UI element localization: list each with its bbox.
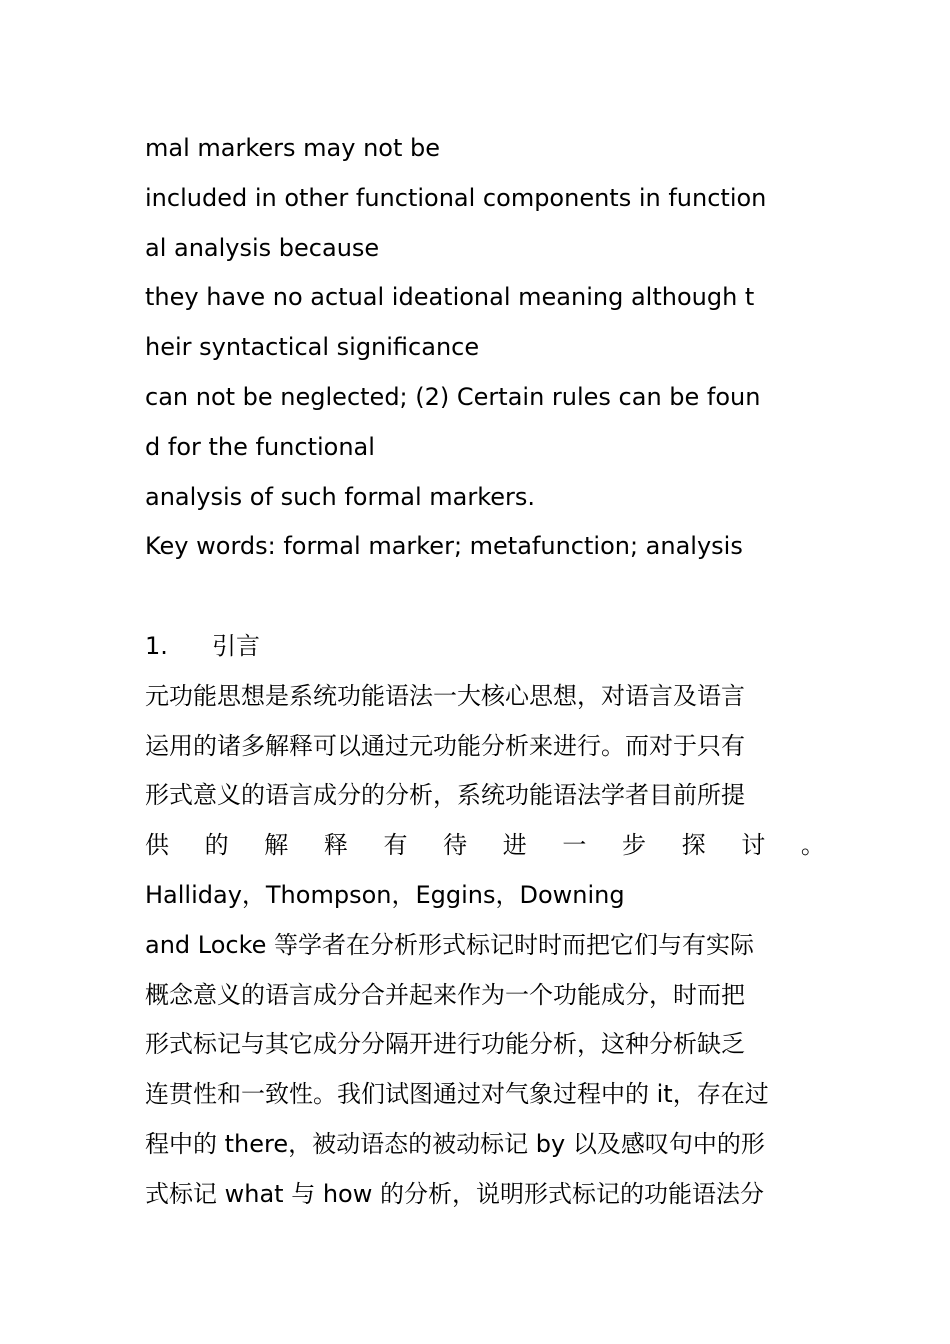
body-line: 运用的诸多解释可以通过元功能分析来进行。而对于只有	[145, 731, 745, 760]
abstract-line: d for the functional	[145, 432, 375, 461]
body-line-justified	[145, 821, 825, 871]
abstract-line: heir syntactical significance	[145, 333, 480, 362]
body-line: 程中的 there，被动语态的被动标记 by 以及感叹句中的形	[145, 1129, 765, 1158]
document-page	[145, 124, 825, 1220]
spread-char: 的	[204, 831, 229, 860]
abstract-line: al analysis because	[145, 233, 380, 262]
keywords-line: Key words: formal marker; metafunction; analysis	[145, 532, 743, 561]
spread-char: 释	[323, 831, 348, 860]
body-line: 连贯性和一致性。我们试图通过对气象过程中的 it，存在过	[145, 1080, 769, 1109]
spread-char: 讨	[741, 831, 766, 860]
body-line: Halliday，Thompson，Eggins，Downing	[145, 880, 625, 909]
spread-char: 解	[264, 831, 289, 860]
blank-line	[145, 572, 815, 622]
spread-char: 进	[502, 831, 527, 860]
body-line: and Locke 等学者在分析形式标记时时而把它们与有实际	[145, 930, 755, 959]
body-line: 元功能思想是系统功能语法一大核心思想，对语言及语言	[145, 681, 745, 710]
spread-char: 步	[622, 831, 646, 860]
abstract-line: can not be neglected; (2) Certain rules can be foun	[145, 382, 761, 411]
abstract-line: they have no actual ideational meaning although t	[145, 283, 755, 312]
spread-char: 供	[145, 831, 169, 860]
spread-char: 有	[383, 831, 408, 860]
abstract-line: analysis of such formal markers.	[145, 482, 536, 511]
abstract-line: included in other functional components in function	[145, 183, 767, 212]
abstract-line: mal markers may not be	[145, 134, 440, 162]
section-heading	[145, 622, 815, 672]
spread-char: 。	[800, 831, 825, 860]
body-line: 形式意义的语言成分的分析，系统功能语法学者目前所提	[145, 781, 745, 810]
body-line: 式标记 what 与 how 的分析，说明形式标记的功能语法分	[145, 1179, 764, 1208]
section-title: 引言	[212, 631, 260, 660]
body-line: 概念意义的语言成分合并起来作为一个功能成分，时而把	[145, 980, 745, 1009]
body-line: 形式标记与其它成分分隔开进行功能分析，这种分析缺乏	[145, 1030, 745, 1059]
section-number: 1.	[145, 631, 168, 660]
spread-char: 一	[562, 831, 587, 860]
spread-char: 探	[681, 831, 706, 860]
spread-char: 待	[443, 831, 468, 860]
